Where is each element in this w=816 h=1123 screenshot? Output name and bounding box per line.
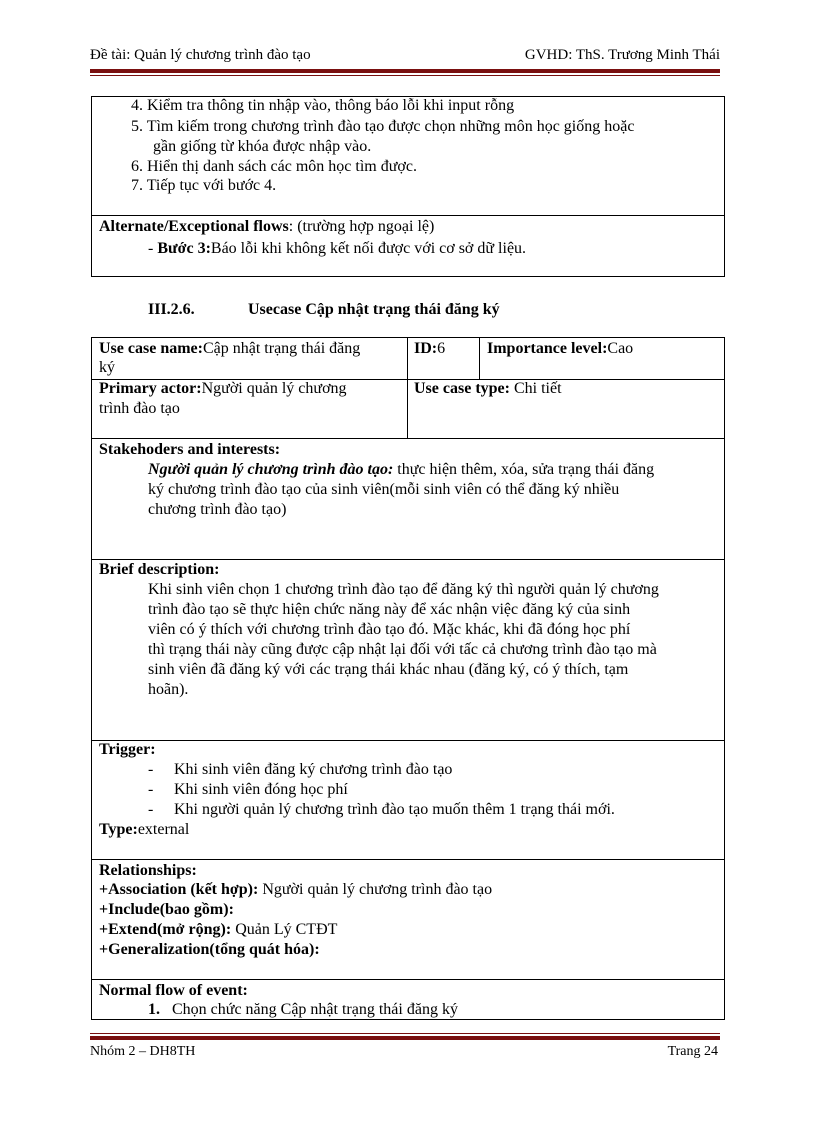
rel-include: +Include(bao gồm): [99, 901, 234, 918]
header-title: Đề tài: Quản lý chương trình đào tạo [90, 47, 311, 63]
trigger-type: Type:external [99, 821, 190, 838]
brief-heading: Brief description: [99, 561, 220, 578]
flow-step-7: 7. Tiếp tục với bước 4. [131, 177, 277, 194]
footer-group: Nhóm 2 – DH8TH [90, 1044, 196, 1059]
header-advisor: GVHD: ThS. Trương Minh Thái [524, 47, 720, 63]
flow-step-5: 5. Tìm kiếm trong chương trình đào tạo được chọn những môn học giống hoặc [131, 118, 635, 135]
usecase-type: Use case type: Chi tiết [414, 380, 562, 397]
stakeholder-line-1: Người quản lý chương trình đào tạo: thực hiện thêm, xóa, sửa trạng thái đăng [148, 461, 655, 478]
brief-line-5: sinh viên đã đăng ký với các trạng thái khác nhau (đăng ký, có ý thích, tạm [148, 661, 629, 678]
normal-flow-step-1: 1. Chọn chức năng Cập nhật trạng thái đăng ký [148, 1001, 458, 1018]
brief-line-3: viên có ý thích với chương trình đào tạo đó. Mặc khác, khi đã đóng học phí [148, 621, 631, 638]
usecase-importance: Importance level:Cao [487, 340, 634, 357]
trigger-item-2: - Khi sinh viên đóng học phí [148, 781, 348, 798]
section-number: III.2.6. [148, 301, 195, 318]
trigger-item-3: - Khi người quản lý chương trình đào tạo muốn thêm 1 trạng thái mới. [148, 801, 615, 818]
header-rule-thin [90, 75, 720, 76]
primary-actor-cont: trình đào tạo [99, 400, 180, 417]
brief-line-4: thì trạng thái này cũng được cập nhật lại đối với tấc cả chương trình đào tạo mà [148, 641, 657, 658]
brief-line-2: trình đào tạo sẽ thực hiện chức năng này để xác nhận việc đăng ký của sinh [148, 601, 631, 618]
trigger-item-1: - Khi sinh viên đăng ký chương trình đào tạo [148, 761, 453, 778]
footer-page-number: Trang 24 [667, 1044, 718, 1059]
flow-step-6: 6. Hiển thị danh sách các môn học tìm được. [131, 158, 417, 175]
relationships-heading: Relationships: [99, 862, 197, 879]
stakeholder-line-2: ký chương trình đào tạo của sinh viên(mỗi sinh viên có thể đăng ký nhiều [148, 481, 620, 498]
alt-flow-step: - Bước 3:Báo lỗi khi không kết nối được với cơ sở dữ liệu. [148, 240, 527, 257]
normal-flow-heading: Normal flow of event: [99, 982, 248, 999]
rel-extend: +Extend(mở rộng): Quản Lý CTĐT [99, 921, 338, 938]
section-title: Usecase Cập nhật trạng thái đăng ký [248, 301, 500, 318]
header-rule [90, 69, 720, 73]
trigger-heading: Trigger: [99, 741, 156, 758]
brief-line-1: Khi sinh viên chọn 1 chương trình đào tạo để đăng ký thì người quản lý chương [148, 581, 659, 598]
rel-generalization: +Generalization(tổng quát hóa): [99, 941, 320, 958]
usecase-name-cont: ký [99, 359, 115, 376]
alt-flows-heading: Alternate/Exceptional flows: (trường hợp ngoại lệ) [99, 218, 435, 235]
primary-actor: Primary actor:Người quản lý chương [99, 380, 347, 397]
usecase-name: Use case name:Cập nhật trạng thái đăng [99, 340, 361, 357]
flow-step-4: 4. Kiểm tra thông tin nhập vào, thông báo lỗi khi input rỗng [131, 97, 515, 114]
footer-rule [90, 1036, 720, 1040]
brief-line-6: hoãn). [148, 681, 189, 698]
stakeholders-heading: Stakehoders and interests: [99, 441, 281, 458]
footer-rule-thin [90, 1033, 720, 1034]
flow-step-5-cont: gần giống từ khóa được nhập vào. [153, 138, 372, 155]
stakeholder-line-3: chương trình đào tạo) [148, 501, 287, 518]
rel-association: +Association (kết hợp): Người quản lý chương trình đào tạo [99, 881, 493, 898]
usecase-id: ID:6 [414, 340, 446, 357]
